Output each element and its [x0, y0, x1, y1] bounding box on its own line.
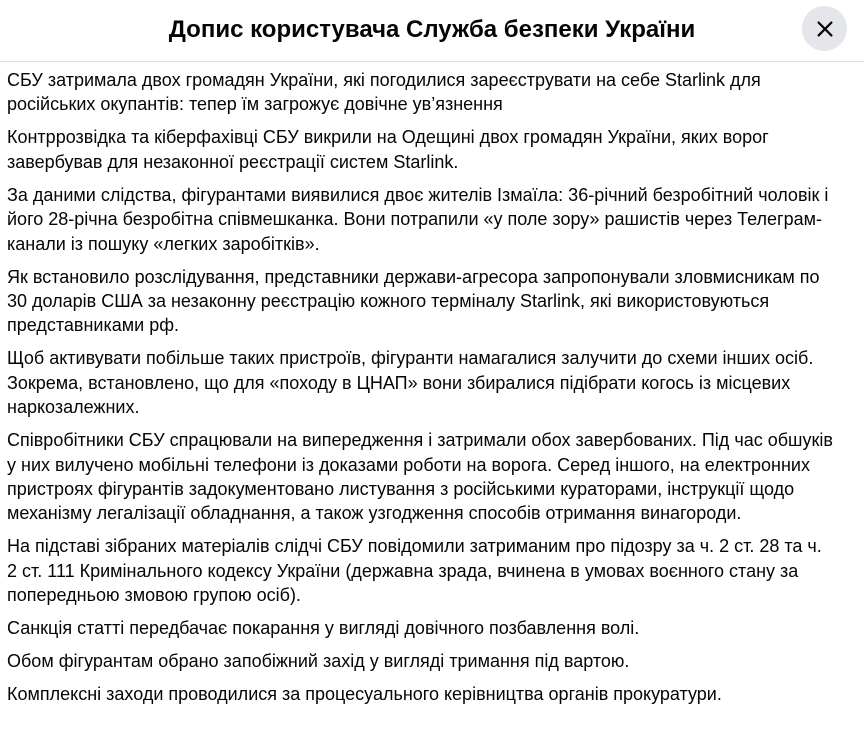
post-paragraph: Контррозвідка та кіберфахівці СБУ викрили на Одещині двох громадян України, яких ворог завербував для незаконної реєстрації систем Starlink.: [7, 127, 769, 172]
post-paragraph: Комплексні заходи проводилися за процесуального керівництва органів прокуратури.: [7, 684, 722, 705]
close-button[interactable]: [802, 6, 847, 51]
post-paragraph: Співробітники СБУ спрацювали на випередження і затримали обох завербованих. Під час обшуків у них вилучено мобільні телефони із доказами роботи на ворога. Серед іншого, на електронних пристроях фігурантів задокументовано листування з російськими кураторами, інструкції щодо механізму легалізації обладнання, а також узгодження способів отримання винагороди.: [7, 430, 833, 524]
dialog-header: [0, 0, 864, 62]
post-paragraph: На підставі зібраних матеріалів слідчі СБУ повідомили затриманим про підозру за ч. 2 ст. 28 та ч. 2 ст. 111 Кримінального кодексу України (державна зрада, вчинена в умовах воєнного стану за попередньою змовою групою осіб).: [7, 536, 822, 606]
post-content: [0, 62, 864, 707]
post-paragraph: Як встановило розслідування, представники держави-агресора запропонували зловмисникам по 30 доларів США за незаконну реєстрацію кожного терміналу Starlink, які використовуються представниками рф.: [7, 266, 820, 336]
post-paragraph: За даними слідства, фігурантами виявилися двоє жителів Ізмаїла: 36-річний безробітний чоловік і його 28-річна безробітна співмешканка. Вони потрапили «у поле зору» рашистів через Телеграм-канали із пошуку «легких заробітків».: [7, 184, 829, 254]
post-paragraph: Обом фігурантам обрано запобіжний захід у вигляді тримання під вартою.: [7, 651, 630, 672]
post-paragraph: СБУ затримала двох громадян України, які погодилися зареєструвати на себе Starlink для російських окупантів: тепер їм загрожує довічне ув’язнення: [7, 70, 761, 115]
close-icon: [814, 18, 836, 40]
dialog-title: Допис користувача Служба безпеки України: [168, 15, 696, 43]
post-paragraph: Щоб активувати побільше таких пристроїв, фігуранти намагалися залучити до схеми інших осіб. Зокрема, встановлено, що для «походу в ЦНАП» вони збиралися підібрати когось із місцевих наркозалежних.: [7, 348, 814, 418]
post-paragraph: Санкція статті передбачає покарання у вигляді довічного позбавлення волі.: [7, 618, 640, 639]
